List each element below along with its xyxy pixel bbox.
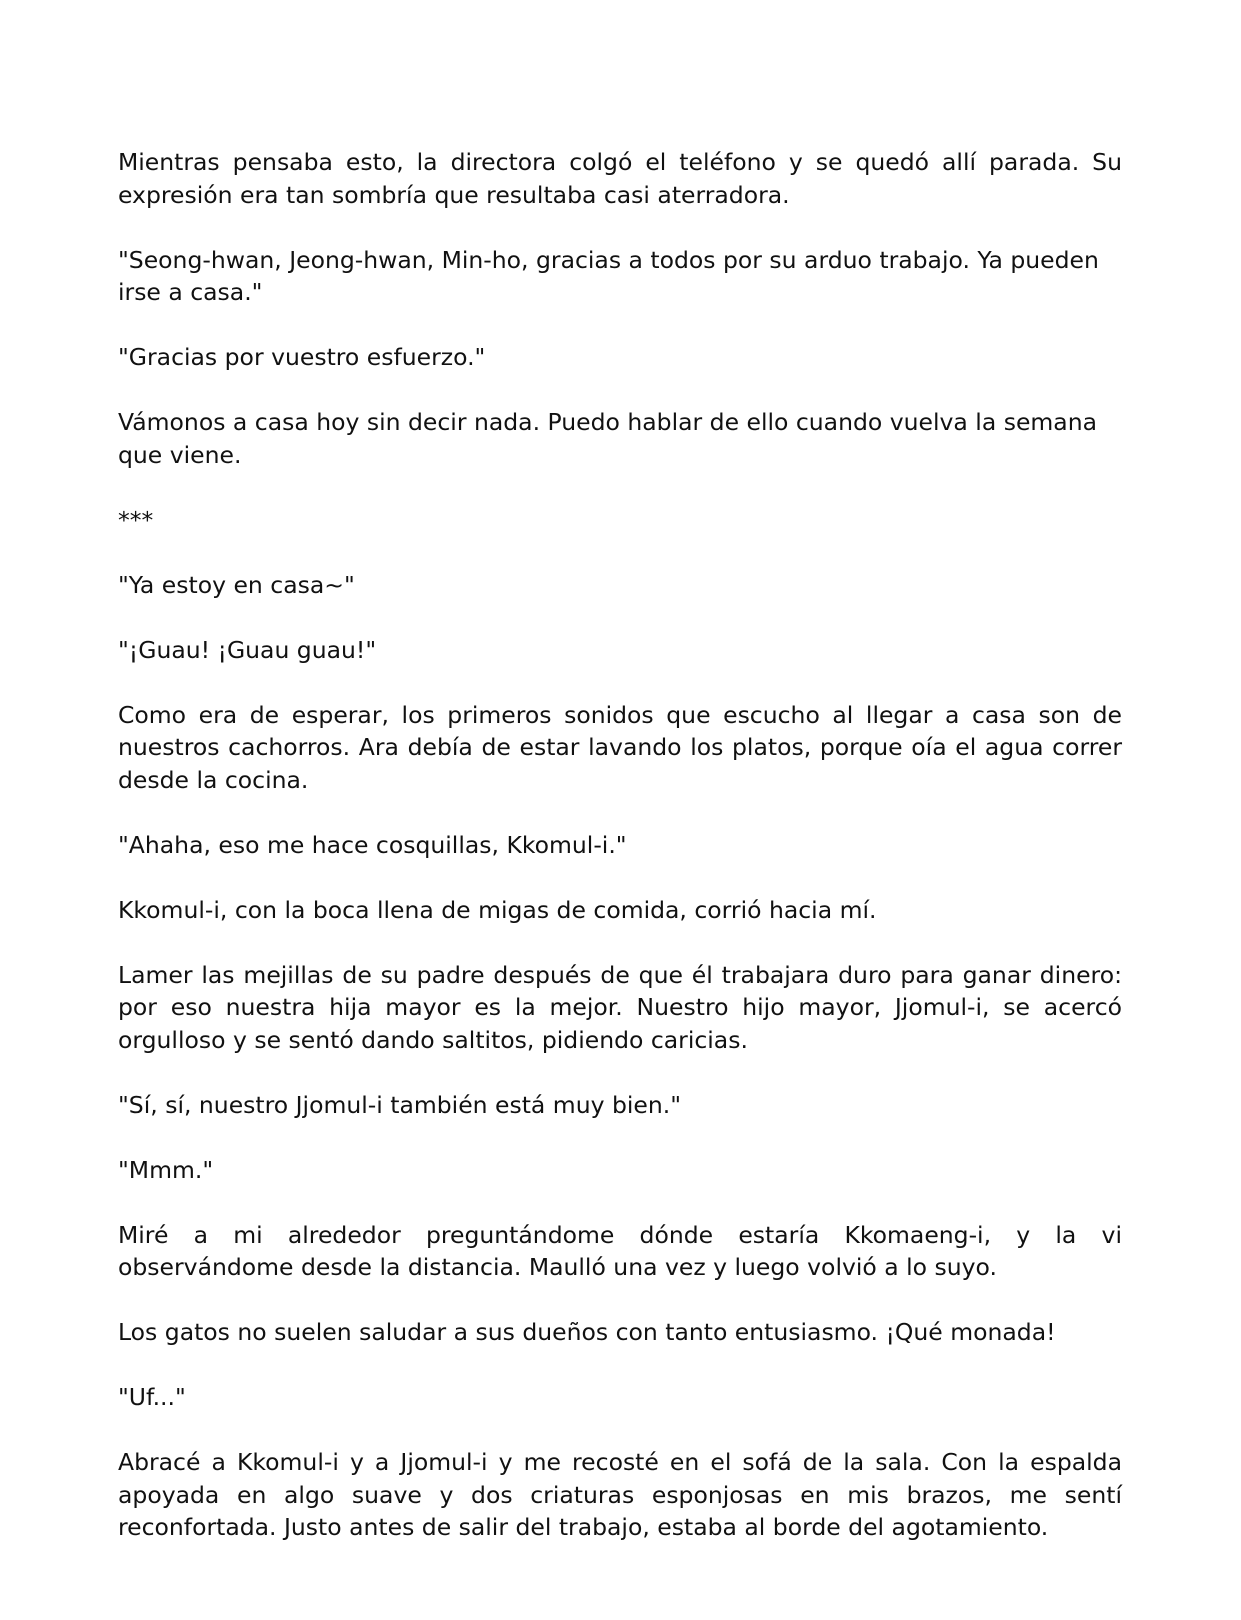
dialogue-paragraph: "Ya estoy en casa~" <box>118 570 355 599</box>
paragraph: Mientras pensaba esto, la directora colgó el teléfono y se quedó allí parada. Su expresión era tan sombría que resultaba casi aterradora. <box>118 148 1122 209</box>
dialogue-paragraph: "Gracias por vuestro esfuerzo." <box>118 343 486 371</box>
paragraph: Vámonos a casa hoy sin decir nada. Puedo hablar de ello cuando vuelva la semana que viene. <box>118 408 1097 469</box>
paragraph: Abracé a Kkomul-i y a Jjomul-i y me recosté en el sofá de la sala. Con la espalda apoyada en algo suave y dos criaturas esponjosas en mis brazos, me sentí reconfortada. Justo antes de salir del trabajo, estaba al borde del agotamiento. <box>118 1448 1122 1541</box>
dialogue-paragraph: "Ahaha, eso me hace cosquillas, Kkomul-i." <box>118 830 627 859</box>
paragraph: Kkomul-i, con la boca llena de migas de comida, corrió hacia mí. <box>118 895 877 924</box>
paragraph: Los gatos no suelen saludar a sus dueños con tanto entusiasmo. ¡Qué monada! <box>118 1318 1056 1346</box>
dialogue-paragraph: "Mmm." <box>118 1155 214 1184</box>
scene-break: *** <box>118 505 154 534</box>
dialogue-paragraph: "¡Guau! ¡Guau guau!" <box>118 635 377 664</box>
dialogue-paragraph: "Sí, sí, nuestro Jjomul-i también está muy bien." <box>118 1090 682 1119</box>
paragraph: Miré a mi alrededor preguntándome dónde estaría Kkomaeng-i, y la vi observándome desde la distancia. Maulló una vez y luego volvió a lo suyo. <box>118 1220 1122 1281</box>
dialogue-paragraph: "Seong-hwan, Jeong-hwan, Min-ho, gracias a todos por su arduo trabajo. Ya pueden irse a casa." <box>118 245 1099 306</box>
dialogue-paragraph: "Uf..." <box>118 1383 186 1411</box>
document-page <box>118 146 1122 1576</box>
paragraph: Como era de esperar, los primeros sonidos que escucho al llegar a casa son de nuestros cachorros. Ara debía de estar lavando los platos, porque oía el agua correr desde la cocina. <box>118 700 1122 794</box>
paragraph: Lamer las mejillas de su padre después de que él trabajara duro para ganar dinero: por eso nuestra hija mayor es la mejor. Nuestro hijo mayor, Jjomul-i, se acercó orgulloso y se sentó dando saltitos, pidiendo caricias. <box>118 960 1122 1054</box>
